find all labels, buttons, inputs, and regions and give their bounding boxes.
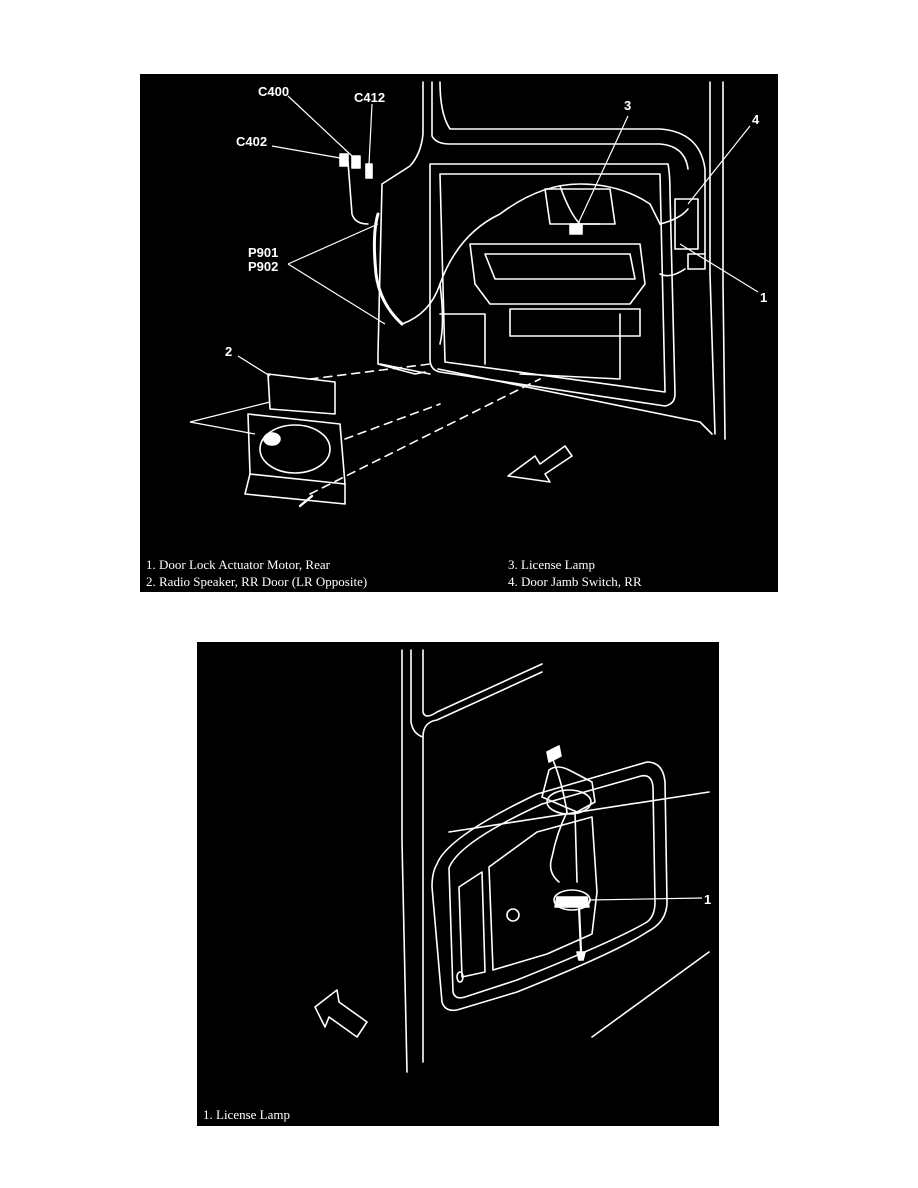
- leader-c400: [288, 96, 352, 156]
- door-wiring-illustration: [140, 74, 778, 592]
- leader-2b: [190, 422, 255, 434]
- lower-panel-edge: [440, 314, 485, 364]
- body-pillar: [723, 82, 725, 439]
- leader-2: [238, 356, 270, 376]
- legend-item-3: 3. License Lamp: [508, 557, 595, 572]
- lamp-connector: [547, 746, 561, 762]
- front-direction-arrow: [315, 990, 367, 1037]
- front-direction-arrow: [508, 446, 572, 482]
- legend-item-1: 1. License Lamp: [203, 1107, 290, 1122]
- callout-c412: C412: [354, 90, 386, 105]
- door-crease-lower: [592, 952, 709, 1037]
- door-frame-left: [378, 82, 425, 374]
- leader-p901: [288, 224, 378, 264]
- install-line-1: [310, 364, 430, 379]
- lamp-screw-head: [577, 952, 585, 960]
- legend-item-2: 2. Radio Speaker, RR Door (LR Opposite): [146, 574, 368, 589]
- install-line-2: [345, 404, 440, 439]
- legend-item-4: 4. Door Jamb Switch, RR: [508, 574, 642, 589]
- callout-c402: C402: [236, 134, 268, 149]
- connector-c412: [366, 164, 372, 178]
- speaker-top-bracket: [268, 374, 335, 414]
- callout-c400: C400: [258, 84, 290, 99]
- lock-cylinder: [507, 909, 519, 921]
- harness-branch-actuator: [660, 209, 688, 224]
- handle-grip-recess: [459, 872, 485, 977]
- license-lamp-lens: [555, 897, 589, 907]
- legend-item-1: 1. Door Lock Actuator Motor, Rear: [146, 557, 330, 572]
- window-frame: [432, 82, 688, 169]
- leader-4: [688, 126, 750, 204]
- inner-panel-inset: [440, 174, 665, 392]
- callout-p901: P901: [248, 245, 279, 260]
- leader-c412: [369, 104, 372, 164]
- panel-cross-brace: [470, 244, 645, 304]
- callout-1: 1: [704, 892, 712, 907]
- leader-1: [680, 244, 758, 292]
- door-bottom-edge: [438, 369, 712, 434]
- callout-3: 3: [624, 98, 632, 113]
- callout-2: 2: [225, 344, 233, 359]
- license-lamp-illustration: [197, 642, 719, 1126]
- door-wiring-diagram: [140, 74, 778, 592]
- speaker-cone: [260, 425, 330, 473]
- body-pillar-edge: [402, 650, 407, 1072]
- panel-cross-brace-inner: [485, 254, 635, 279]
- license-lamp: [570, 224, 582, 234]
- leader-2a: [190, 402, 270, 422]
- callout-1: 1: [760, 290, 768, 305]
- lock-actuator-motor: [675, 199, 698, 249]
- window-lower-edge: [423, 672, 542, 737]
- lamp-mounting-screw: [579, 907, 581, 952]
- lamp-wire-lower: [551, 812, 567, 882]
- callout-4: 4: [752, 112, 760, 127]
- license-lamp-diagram: [197, 642, 719, 1126]
- window-glass-edge: [423, 650, 542, 716]
- lower-panel-recess: [520, 314, 620, 379]
- door-edge: [411, 650, 423, 1062]
- leader-p902: [288, 264, 385, 324]
- connector-c402: [340, 154, 348, 166]
- speaker-magnet-label: [264, 433, 280, 445]
- door-frame-right: [710, 82, 715, 434]
- handle-bezel-outer: [432, 762, 667, 1010]
- connector-c400: [352, 156, 360, 168]
- connector-lead: [348, 162, 368, 224]
- leader-1: [589, 898, 702, 900]
- door-jamb-switch: [688, 254, 705, 269]
- leader-c402: [272, 146, 340, 158]
- callout-p902: P902: [248, 259, 279, 274]
- lamp-bolt-upper: [575, 812, 577, 882]
- inner-panel: [430, 164, 675, 406]
- leader-3: [578, 116, 628, 224]
